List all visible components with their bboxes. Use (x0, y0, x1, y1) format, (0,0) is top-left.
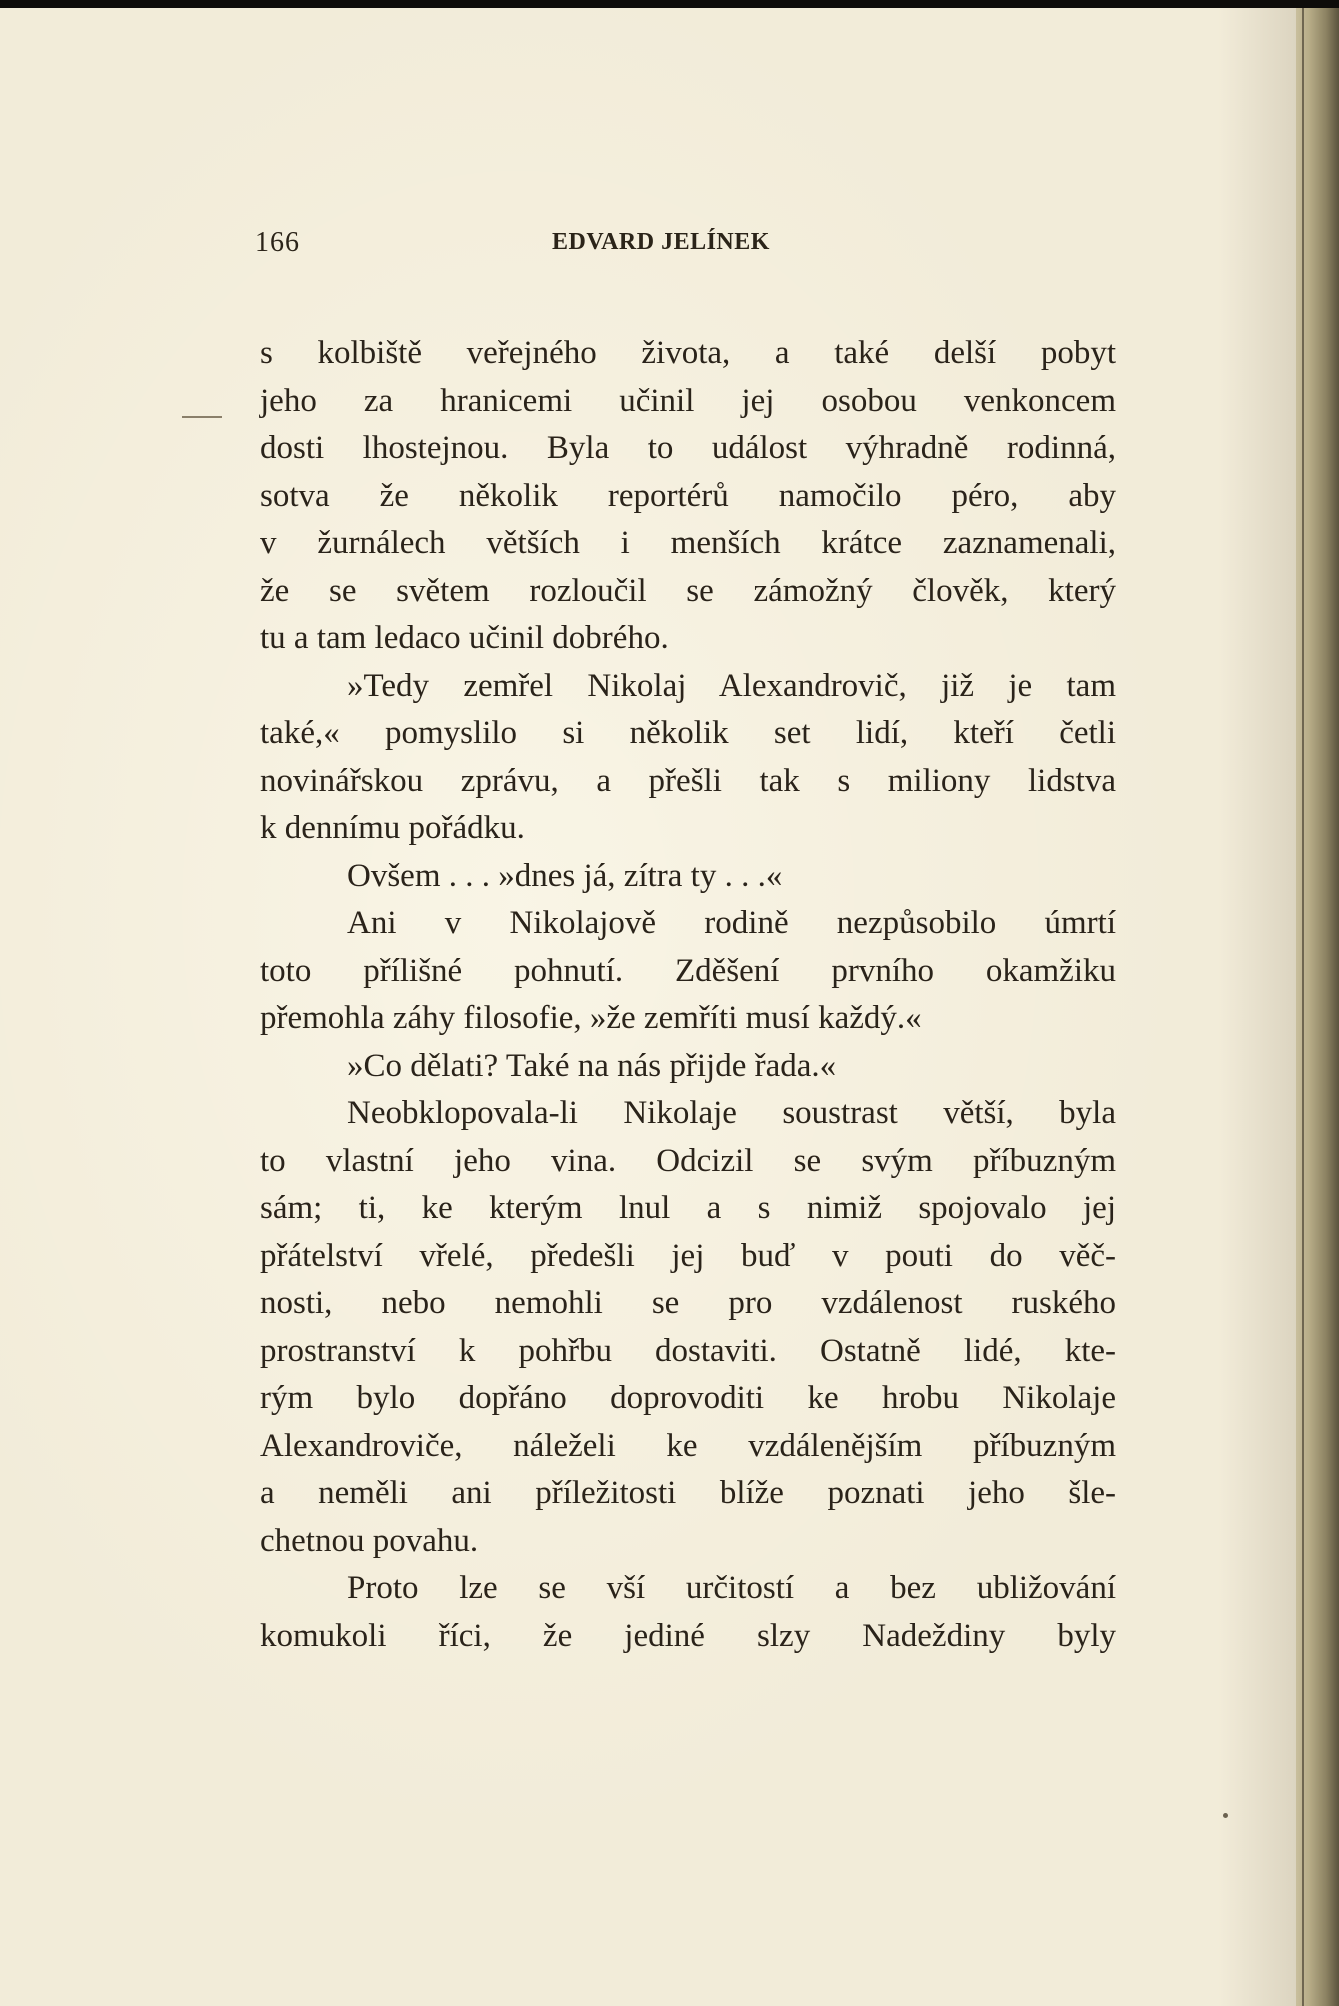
running-head: EDVARD JELÍNEK (552, 229, 770, 255)
text-line: také,« pomyslilo si několik set lidí, kteří četli (260, 715, 1116, 751)
text-line: jeho za hranicemi učinil jej osobou venkoncem (260, 382, 1116, 419)
paper-speck (1223, 1813, 1228, 1818)
text-line: to vlastní jeho vina. Odcizil se svým příbuzným (260, 1142, 1116, 1179)
text-line: »Tedy zemřel Nikolaj Alexandrovič, již je tam (347, 667, 1116, 704)
text-line: a neměli ani příležitosti blíže poznati jeho šle- (260, 1475, 1116, 1511)
page-edge-line (1302, 8, 1304, 2006)
text-line: v žurnálech větších i menších krátce zaznamenali, (260, 525, 1116, 561)
text-line: tu a tam ledaco učinil dobrého. (260, 620, 669, 656)
text-line: nosti, nebo nemohli se pro vzdálenost ruského (260, 1285, 1116, 1321)
text-line: sotva že několik reportérů namočilo péro, aby (260, 477, 1116, 514)
text-line: novinářskou zprávu, a přešli tak s miliony lidstva (260, 762, 1116, 799)
text-line: toto přílišné pohnutí. Zděšení prvního okamžiku (260, 952, 1116, 989)
text-line: k dennímu pořádku. (260, 810, 525, 846)
text-line: sám; ti, ke kterým lnul a s nimiž spojovalo jej (260, 1190, 1116, 1226)
text-line: »Co dělati? Také na nás přijde řada.« (347, 1047, 837, 1084)
text-line: prostranství k pohřbu dostaviti. Ostatně lidé, kte- (260, 1332, 1116, 1369)
margin-mark (182, 416, 222, 418)
text-line: Neobklopovala-li Nikolaje soustrast větší, byla (347, 1095, 1116, 1131)
page-header (255, 227, 1117, 267)
text-line: rým bylo dopřáno doprovoditi ke hrobu Nikolaje (260, 1380, 1116, 1416)
text-line: Proto lze se vší určitostí a bez ubližování (347, 1570, 1116, 1606)
text-line: dosti lhostejnou. Byla to událost výhradně rodinná, (260, 430, 1116, 466)
text-line: Alexandroviče, náleželi ke vzdálenějším příbuzným (260, 1427, 1116, 1464)
text-line: chetnou povahu. (260, 1522, 479, 1559)
text-line: přemohla záhy filosofie, »že zemříti musí každý.« (260, 1000, 922, 1036)
page-number: 166 (255, 227, 300, 258)
text-line: přátelství vřelé, předešli jej buď v pouti do věč- (260, 1237, 1116, 1274)
body-text (260, 330, 1116, 1660)
text-line: že se světem rozloučil se zámožný člověk, který (260, 572, 1116, 609)
text-line: Ani v Nikolajově rodině nezpůsobilo úmrtí (347, 905, 1116, 941)
text-line: s kolbiště veřejného života, a také delší pobyt (260, 335, 1116, 371)
text-line: komukoli říci, že jediné slzy Nadeždiny byly (260, 1617, 1116, 1654)
text-line: Ovšem . . . »dnes já, zítra ty . . .« (347, 857, 783, 894)
